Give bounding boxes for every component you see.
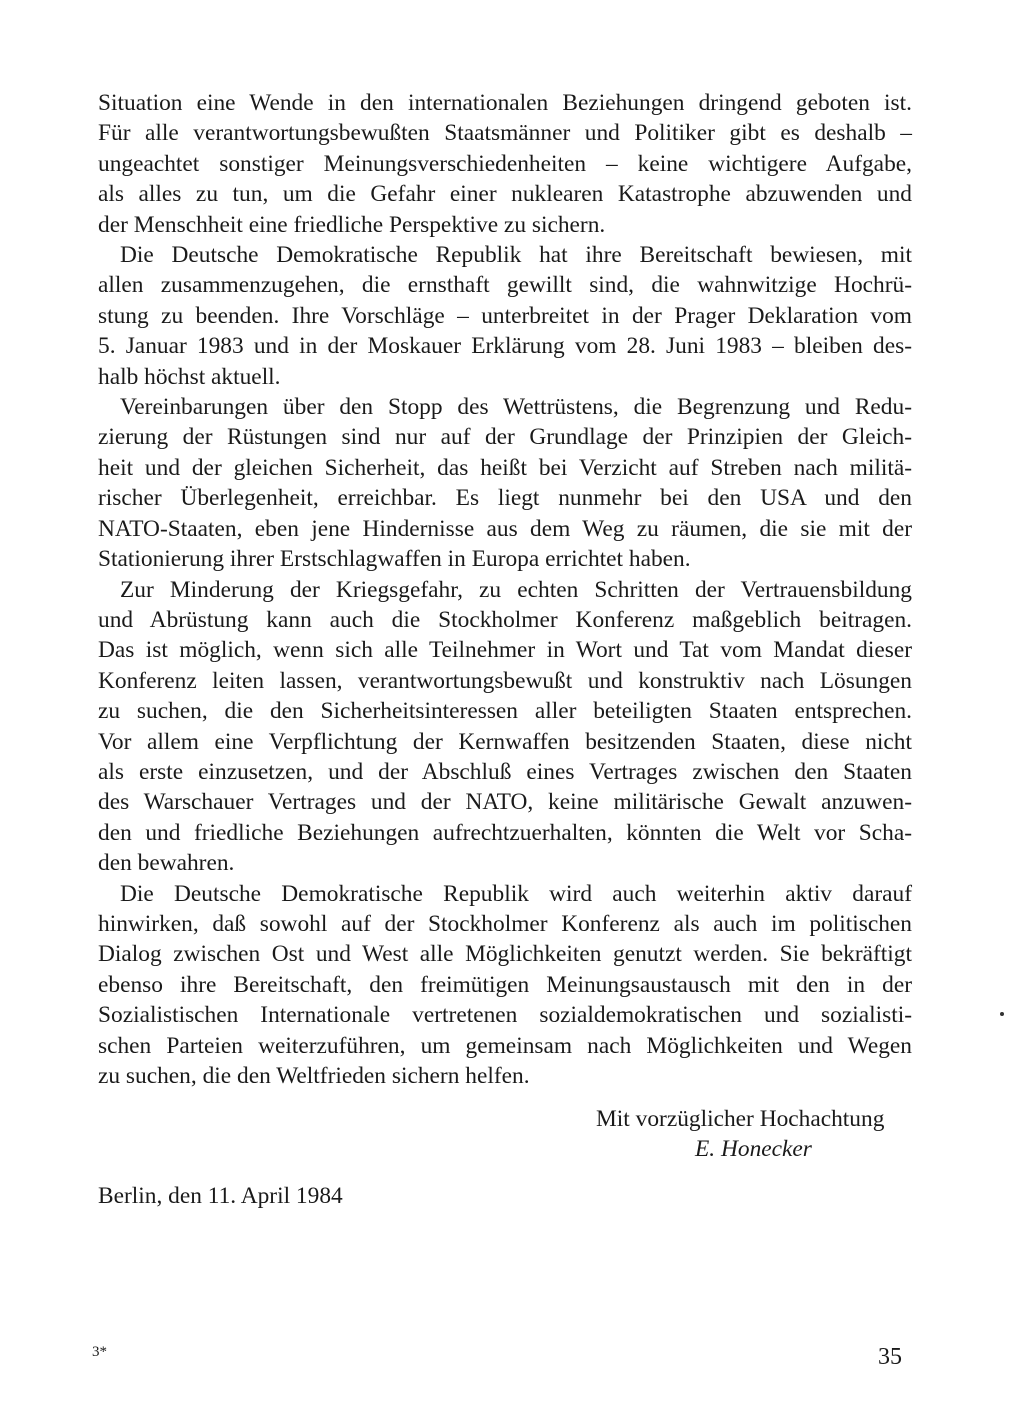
text-line: Situation eine Wende in den internationalen Beziehungen dringend geboten ist.: [98, 90, 912, 116]
text-line: zu suchen, die den Weltfrieden sichern helfen.: [98, 1063, 530, 1089]
text-line: und Abrüstung kann auch die Stockholmer Konferenz maßgeblich beitragen.: [98, 606, 912, 633]
letter-body: [98, 88, 912, 1091]
text-line: des Warschauer Vertrages und der NATO, keine militärische Gewalt anzuwen-: [98, 789, 912, 816]
text-line: 5. Januar 1983 und in der Moskauer Erklärung vom 28. Juni 1983 – bleiben des-: [98, 333, 912, 360]
paragraph-4: [98, 575, 912, 879]
text-line: Für alle verantwortungsbewußten Staatsmänner und Politiker gibt es deshalb –: [98, 120, 912, 147]
text-line: als erste einzusetzen, und der Abschluß eines Vertrages zwischen den Staaten: [98, 758, 912, 785]
text-line: ebenso ihre Bereitschaft, den freimütigen Meinungsaustausch mit den in der: [98, 971, 912, 998]
text-line: zu suchen, die den Sicherheitsinteressen aller beteiligten Staaten entsprechen.: [98, 698, 912, 725]
text-line: den bewahren.: [98, 850, 235, 877]
closing-block: [596, 1104, 884, 1165]
text-line: Dialog zwischen Ost und West alle Möglichkeiten genutzt werden. Sie bekräftigt: [98, 941, 912, 968]
page-number: 35: [878, 1344, 902, 1370]
text-line: zierung der Rüstungen sind nur auf der Grundlage der Prinzipien der Gleich-: [98, 424, 912, 451]
text-line: ungeachtet sonstiger Meinungsverschiedenheiten – keine wichtigere Aufgabe,: [98, 150, 912, 177]
text-line: rischer Überlegenheit, erreichbar. Es liegt nunmehr bei den USA und den: [98, 485, 912, 512]
text-line: Die Deutsche Demokratische Republik hat ihre Bereitschaft bewiesen, mit: [120, 242, 912, 269]
text-line: als alles zu tun, um die Gefahr einer nuklearen Katastrophe abzuwenden und: [98, 181, 912, 208]
paragraph-1: [98, 88, 912, 240]
text-line: Vereinbarungen über den Stopp des Wettrüstens, die Begrenzung und Redu-: [120, 394, 912, 421]
text-line: Vor allem eine Verpflichtung der Kernwaffen besitzenden Staaten, diese nicht: [98, 728, 912, 755]
text-line: den und friedliche Beziehungen aufrechtzuerhalten, könnten die Welt vor Scha-: [98, 819, 912, 846]
place-date: Berlin, den 11. April 1984: [98, 1183, 343, 1209]
signature-name: E. Honecker: [695, 1136, 812, 1163]
text-line: Das ist möglich, wenn sich alle Teilnehmer in Wort und Tat vom Mandat dieser: [98, 637, 912, 664]
paragraph-3: [98, 392, 912, 574]
text-line: heit und der gleichen Sicherheit, das heißt bei Verzicht auf Streben nach militä-: [98, 454, 912, 481]
text-line: NATO-Staaten, eben jene Hindernisse aus dem Weg zu räumen, die sie mit der: [98, 515, 912, 542]
text-line: Die Deutsche Demokratische Republik wird auch weiterhin aktiv darauf: [120, 880, 912, 907]
text-line: der Menschheit eine friedliche Perspektive zu sichern.: [98, 211, 606, 238]
printer-signature-mark: 3*: [92, 1344, 107, 1360]
text-line: stung zu beenden. Ihre Vorschläge – unterbreitet in der Prager Deklaration vom: [98, 302, 912, 329]
paragraph-2: [98, 240, 912, 392]
text-line: hinwirken, daß sowohl auf der Stockholmer Konferenz als auch im politischen: [98, 910, 912, 937]
paragraph-5: [98, 879, 912, 1092]
salutation: Mit vorzüglicher Hochachtung: [596, 1106, 885, 1132]
text-line: Sozialistischen Internationale vertretenen sozialdemokratischen und sozialisti-: [98, 1002, 912, 1029]
scan-speck: [1000, 1012, 1004, 1016]
text-line: schen Parteien weiterzuführen, um gemeinsam nach Möglichkeiten und Wegen: [98, 1032, 912, 1059]
text-line: halb höchst aktuell.: [98, 363, 281, 390]
text-line: Zur Minderung der Kriegsgefahr, zu echten Schritten der Vertrauensbildung: [120, 576, 912, 603]
text-line: Stationierung ihrer Erstschlagwaffen in Europa errichtet haben.: [98, 546, 691, 573]
text-line: Konferenz leiten lassen, verantwortungsbewußt und konstruktiv nach Lösungen: [98, 667, 912, 694]
text-line: allen zusammenzugehen, die ernsthaft gewillt sind, die wahnwitzige Hochrü-: [98, 272, 912, 299]
